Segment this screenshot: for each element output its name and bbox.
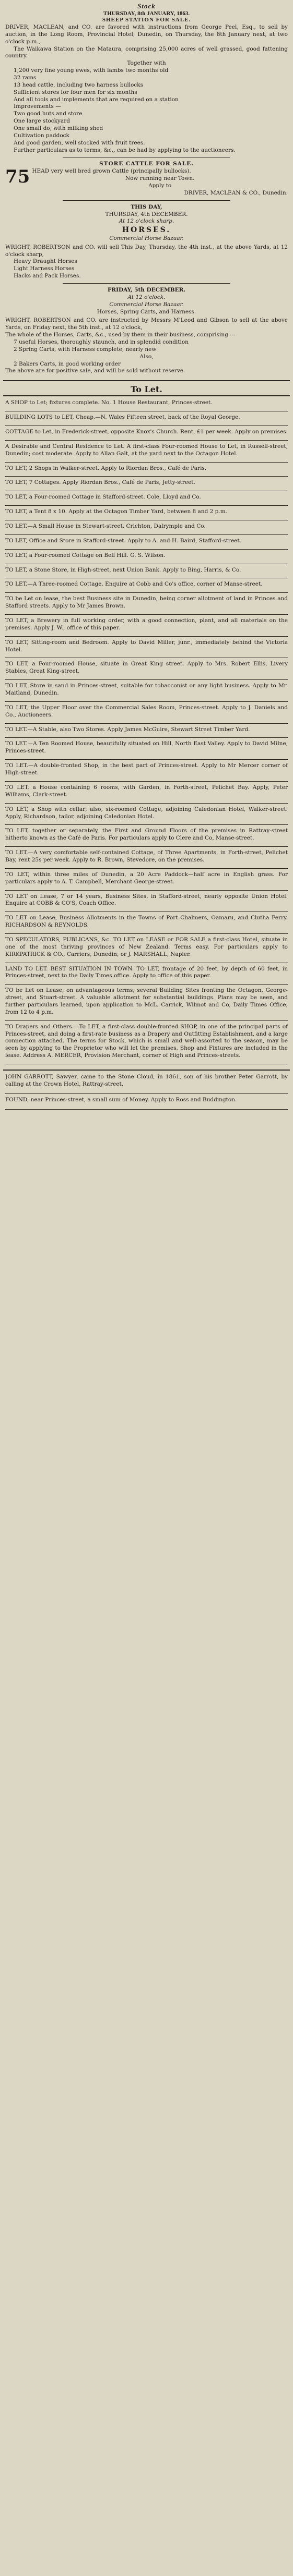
ad-body-0: HEAD very well bred grown Cattle (principally bullocks). — [32, 168, 191, 175]
masthead-date: THURSDAY, 8th JANUARY, 1863. — [103, 10, 190, 17]
to-let-ad-3: A Desirable and Central Residence to Let. A first-class Four-roomed House to Let, in Russell-street, Dunedin; cost moderate. Apply to Allan Galt, at the yard next to the Octagon Hotel. — [5, 443, 288, 457]
ad-body-5: Sufficient stores for four men for six months — [14, 89, 137, 95]
to-let-ad-2: COTTAGE to Let, in Frederick-street, opposite Knox's Church. Rent, £1 per week. Apply on premises. — [5, 429, 288, 435]
to-let-ad-30: LAND TO LET. BEST SITUATION IN TOWN. TO LET, frontage of 20 feet, by depth of 60 feet, in Princes-street, next to the Daily Times office. Apply to office of this paper. — [5, 965, 288, 979]
ad-divider — [5, 549, 288, 550]
to-let-ad-15: TO LET, Sitting-room and Bedroom. Apply to David Miller, junr., immediately behind the Victoria Hotel. — [5, 639, 288, 653]
ad-body-13: Further particulars as to terms, &c., can be had by applying to the auctioneers. — [14, 147, 236, 153]
to-let-ad-20: TO LET.—A Ten Roomed House, beautifully situated on Hill, North East Valley. Apply to David Milne, Princes-street. — [5, 740, 288, 755]
ad-body-0: Heavy Draught Horses — [14, 258, 77, 265]
to-let-ad-31: TO be Let on Lease, on advantageous terms, several Building Sites fronting the Octagon, George-street, and Stuart-street. A valuable allotment for substantial buildings. Plans may be seen, and further particulars learned, upon application to McL. Carrick, Wilmot and Co, Daily Times Office, from 12 to 4 p.m. — [5, 987, 288, 1015]
ad-divider — [5, 462, 288, 463]
ad-time: At 12 o'clock sharp. — [119, 218, 174, 225]
to-let-ad-0: A SHOP to Let; fixtures complete. No. 1 House Restaurant, Princes-street. — [5, 399, 213, 406]
to-let-ad-23: TO LET, a Shop with cellar; also, six-roomed Cottage, adjoining Caledonian Hotel, Walker-street. Apply, Richardson, tailor, adjoining Caledonian Hotel. — [5, 806, 288, 820]
ad-body-0: The whole of the Horses, Carts, &c., used by them in their business, comprising — — [5, 332, 236, 338]
ad-body-2: Apply to — [148, 183, 172, 189]
ad-body-3: 32 rams — [14, 75, 37, 81]
section-heading: Stock — [137, 2, 156, 10]
ad-divider — [5, 824, 288, 825]
ad-body-8: Two good huts and store — [14, 111, 83, 117]
ad-body-10: One small do, with milking shed — [14, 125, 103, 132]
to-let-ad-28: TO LET on Lease, Business Allotments in the Towns of Port Chalmers, Oamaru, and Clutha Ferry. RICHARDSON & REYNOLDS. — [5, 915, 288, 929]
to-let-list — [0, 399, 293, 1064]
to-let-ad-8: TO LET.—A Small House in Stewart-street. Crichton, Dalrymple and Co. — [5, 523, 206, 530]
notice-divider — [5, 1093, 288, 1094]
ad-divider — [5, 701, 288, 702]
ad-divider — [5, 476, 288, 477]
to-let-ad-32: TO Drapers and Others.—To LET, a first-class double-fronted SHOP, in one of the principal parts of Princes-street, and doing a first-rate business as a Drapery and Outfitting Establishment, and a large connection attached. The terms for Stock, which is small and well-assorted to the season, may be seen by applying to the Proprietor who will let the premises. Shop and Fixtures are included in the lease. Address A. MERCER, Provision Merchant, corner of High and Princes-streets. — [5, 1023, 288, 1059]
ad-divider — [5, 1020, 288, 1021]
ad-body-0: The Waikawa Station on the Mataura, comprising 25,000 acres of well grassed, good fattening country. — [5, 45, 288, 59]
to-let-ad-14: TO LET, a Brewery in full working order, with a good connection, plant, and all materials on the premises. Apply J. W., office of this paper. — [5, 617, 288, 631]
ad-title: HORSES. — [122, 226, 171, 235]
stock-header — [0, 2, 293, 23]
ad-lead: WRIGHT, ROBERTSON and CO. are instructed by Messrs M'Leod and Gibson to sell at the above Yards, on Friday next, the 5th inst., at 12 o'clock, — [5, 317, 288, 331]
ad-divider — [5, 868, 288, 869]
ad-divider — [5, 781, 288, 782]
to-let-ad-7: TO LET, a Tent 8 x 10. Apply at the Octagon Timber Yard, between 8 and 2 p.m. — [5, 508, 228, 515]
ad-driver-maclean — [5, 24, 288, 154]
to-let-ad-27: TO LET on Lease, 7 or 14 years, Business Sites, in Stafford-street, nearly opposite Union Hotel. Enquire at COBB & CO'S, Coach Office. — [5, 893, 288, 907]
ad-horses-sale — [5, 204, 288, 280]
to-let-ad-12: TO LET.—A Three-roomed Cottage. Enquire at Cobb and Co's office, corner of Manse-street. — [5, 581, 263, 588]
ad-divider — [5, 737, 288, 738]
ad-divider — [5, 440, 288, 441]
ad-body-4: 2 Bakers Carts, in good working order — [14, 360, 121, 367]
ad-body-5: The above are for positive sale, and will be sold without reserve. — [5, 368, 185, 374]
ad-date: FRIDAY, 5th DECEMBER. — [107, 286, 186, 293]
ad-body-1: Now running near Town. — [125, 175, 195, 182]
ad-lead-number: 75 — [5, 166, 30, 188]
ad-divider — [5, 614, 288, 615]
ad-divider — [5, 803, 288, 804]
to-let-ad-1: BUILDING LOTS to LET, Cheap.—N. Wales Fifteen street, back of the Royal George. — [5, 414, 240, 421]
ad-venue: Commercial Horse Bazaar. — [109, 301, 184, 308]
to-let-ad-16: TO LET, a Four-roomed House, situate in Great King street. Apply to Mrs. Robert Ellis, Livery Stables, Great King-street. — [5, 661, 288, 675]
to-let-ad-11: TO LET, a Stone Store, in High-street, next Union Bank. Apply to Bing, Harris, & Co. — [5, 566, 241, 573]
ad-date: THIS DAY, — [131, 203, 162, 210]
ad-divider — [5, 984, 288, 985]
to-let-ad-4: TO LET, 2 Shops in Walker-street. Apply to Riordan Bros., Café de Paris. — [5, 465, 207, 471]
ad-store-cattle — [5, 161, 288, 197]
notices-list — [0, 1074, 293, 1110]
ad-divider — [5, 592, 288, 593]
notice-divider — [5, 1109, 288, 1110]
ad-body-3: Also, — [139, 353, 154, 360]
ad-venue: Commercial Horse Bazaar. — [109, 235, 184, 241]
ad-lead: WRIGHT, ROBERTSON and CO. will sell This Day, Thursday, the 4th inst., at the above Yards, at 12 o'clock sharp, — [5, 244, 288, 258]
ad-divider — [5, 890, 288, 891]
to-let-ad-18: TO LET, the Upper Floor over the Commercial Sales Room, Princes-street. Apply to J. Daniels and Co., Auctioneers. — [5, 704, 288, 718]
ad-body-11: Cultivation paddock — [14, 132, 69, 139]
to-let-ad-6: TO LET, a Four-roomed Cottage in Stafford-street. Cole, Lloyd and Co. — [5, 494, 201, 501]
ad-body-1: Light Harness Horses — [14, 265, 75, 272]
ad-lead: DRIVER, MACLEAN, and CO. are favored with instructions from George Peel, Esq., to sell by auction, in the Long Room, Provincial Hotel, Dunedin, on Thursday, the 8th January next, at two o'clock p.m., — [5, 24, 288, 45]
to-let-ad-9: TO LET, Office and Store in Stafford-street. Apply to A. and H. Baird, Stafford-street. — [5, 537, 241, 544]
ad-divider — [5, 846, 288, 847]
to-let-ad-10: TO LET, a Four-roomed Cottage on Bell Hill. G. S. Wilson. — [5, 552, 166, 558]
to-let-ad-13: TO be Let on lease, the best Business site in Dunedin, being corner allotment of land in Princes and Stafford streets. Apply to Mr James Brown. — [5, 596, 288, 610]
to-let-ad-26: TO LET, within three miles of Dunedin, a 20 Acre Paddock—half acre in English grass. For particulars apply to A. T. Campbell, Merchant George-street. — [5, 871, 288, 885]
to-let-ad-22: TO LET, a House containing 6 rooms, with Garden, in Forth-street, Pelichet Bay. Apply, Peter Williams, Clark-street. — [5, 784, 288, 798]
ad-divider — [5, 534, 288, 535]
ad-body-2: 1,200 very fine young ewes, with lambs two months old — [14, 67, 169, 74]
ad-subtitle: Horses, Spring Carts, and Harness. — [97, 308, 196, 315]
notice-1: FOUND, near Princes-street, a small sum of Money. Apply to Ross and Buddington. — [5, 1096, 237, 1103]
ad-body-4: 13 head cattle, including two harness bullocks — [14, 81, 143, 88]
ad-body-9: One large stockyard — [14, 118, 70, 125]
ad-divider — [5, 636, 288, 637]
ad-day: THURSDAY, 4th DECEMBER. — [105, 211, 188, 217]
ad-body-2: 2 Spring Carts, with Harness complete, nearly new — [14, 346, 157, 353]
to-let-heading: To Let. — [131, 384, 162, 395]
to-let-ad-19: TO LET.—A Stable, also Two Stores. Apply James McGuire, Stewart Street Timber Yard. — [5, 726, 250, 733]
ad-divider — [5, 723, 288, 724]
ad-body-2: Hacks and Pack Horses. — [14, 273, 81, 280]
ad-body-7: Improvements — — [14, 103, 61, 110]
notice-0: JOHN GARROTT, Sawyer, came to the Stone Cloud, in 1861, son of his brother Peter Garrott, by calling at the Crown Hotel, Rattray-street. — [5, 1073, 288, 1087]
ad-body-1: Together with — [127, 60, 166, 67]
ad-title: STORE CATTLE FOR SALE. — [99, 161, 194, 167]
masthead-subtitle: SHEEP STATION FOR SALE. — [102, 17, 191, 23]
ad-divider — [5, 759, 288, 760]
ad-divider — [5, 679, 288, 680]
ad-body-3: DRIVER, MACLEAN & CO., Dunedin. — [184, 189, 288, 196]
ad-body-1: 7 useful Horses, thoroughly staunch, and in splendid condition — [14, 338, 189, 345]
to-let-ad-25: TO LET.—A very comfortable self-contained Cottage, of Three Apartments, in Forth-street, Pelichet Bay, rent 25s per week. Apply to R. Brown, Stevedore, on the premises. — [5, 849, 288, 863]
ad-body-12: And good garden, well stocked with fruit trees. — [14, 139, 145, 146]
to-let-ad-21: TO LET.—A double-fronted Shop, in the best part of Princes-street. Apply to Mr Mercer corner of High-street. — [5, 762, 288, 776]
ad-friday-sale — [5, 287, 288, 375]
to-let-ad-29: TO SPECULATORS, PUBLICANS, &c. TO LET on LEASE or FOR SALE a first-class Hotel, situate in one of the most thriving provinces of New Zealand. Terms easy. For particulars apply to KIRKPATRICK & CO., Carriers, Dunedin; or J. MARSHALL, Napier. — [5, 936, 288, 957]
to-let-ad-24: TO LET, together or separately, the First and Ground Floors of the premises in Rattray-street hitherto known as the Café de Paris. For particulars apply to Clere and Co, Manse-street. — [5, 828, 288, 842]
to-let-ad-5: TO LET, 7 Cottages. Apply Riordan Bros., Café de Paris, Jetty-street. — [5, 479, 195, 486]
ad-body-6: And all tools and implements that are required on a station — [14, 96, 179, 103]
ad-divider — [5, 505, 288, 506]
ad-divider — [5, 933, 288, 934]
ad-time: At 12 o'clock. — [127, 294, 166, 300]
to-let-ad-17: TO LET, Store in sand in Princes-street, suitable for tobacconist or any light business. Apply to Mr. Maitland, Dunedin. — [5, 683, 288, 697]
